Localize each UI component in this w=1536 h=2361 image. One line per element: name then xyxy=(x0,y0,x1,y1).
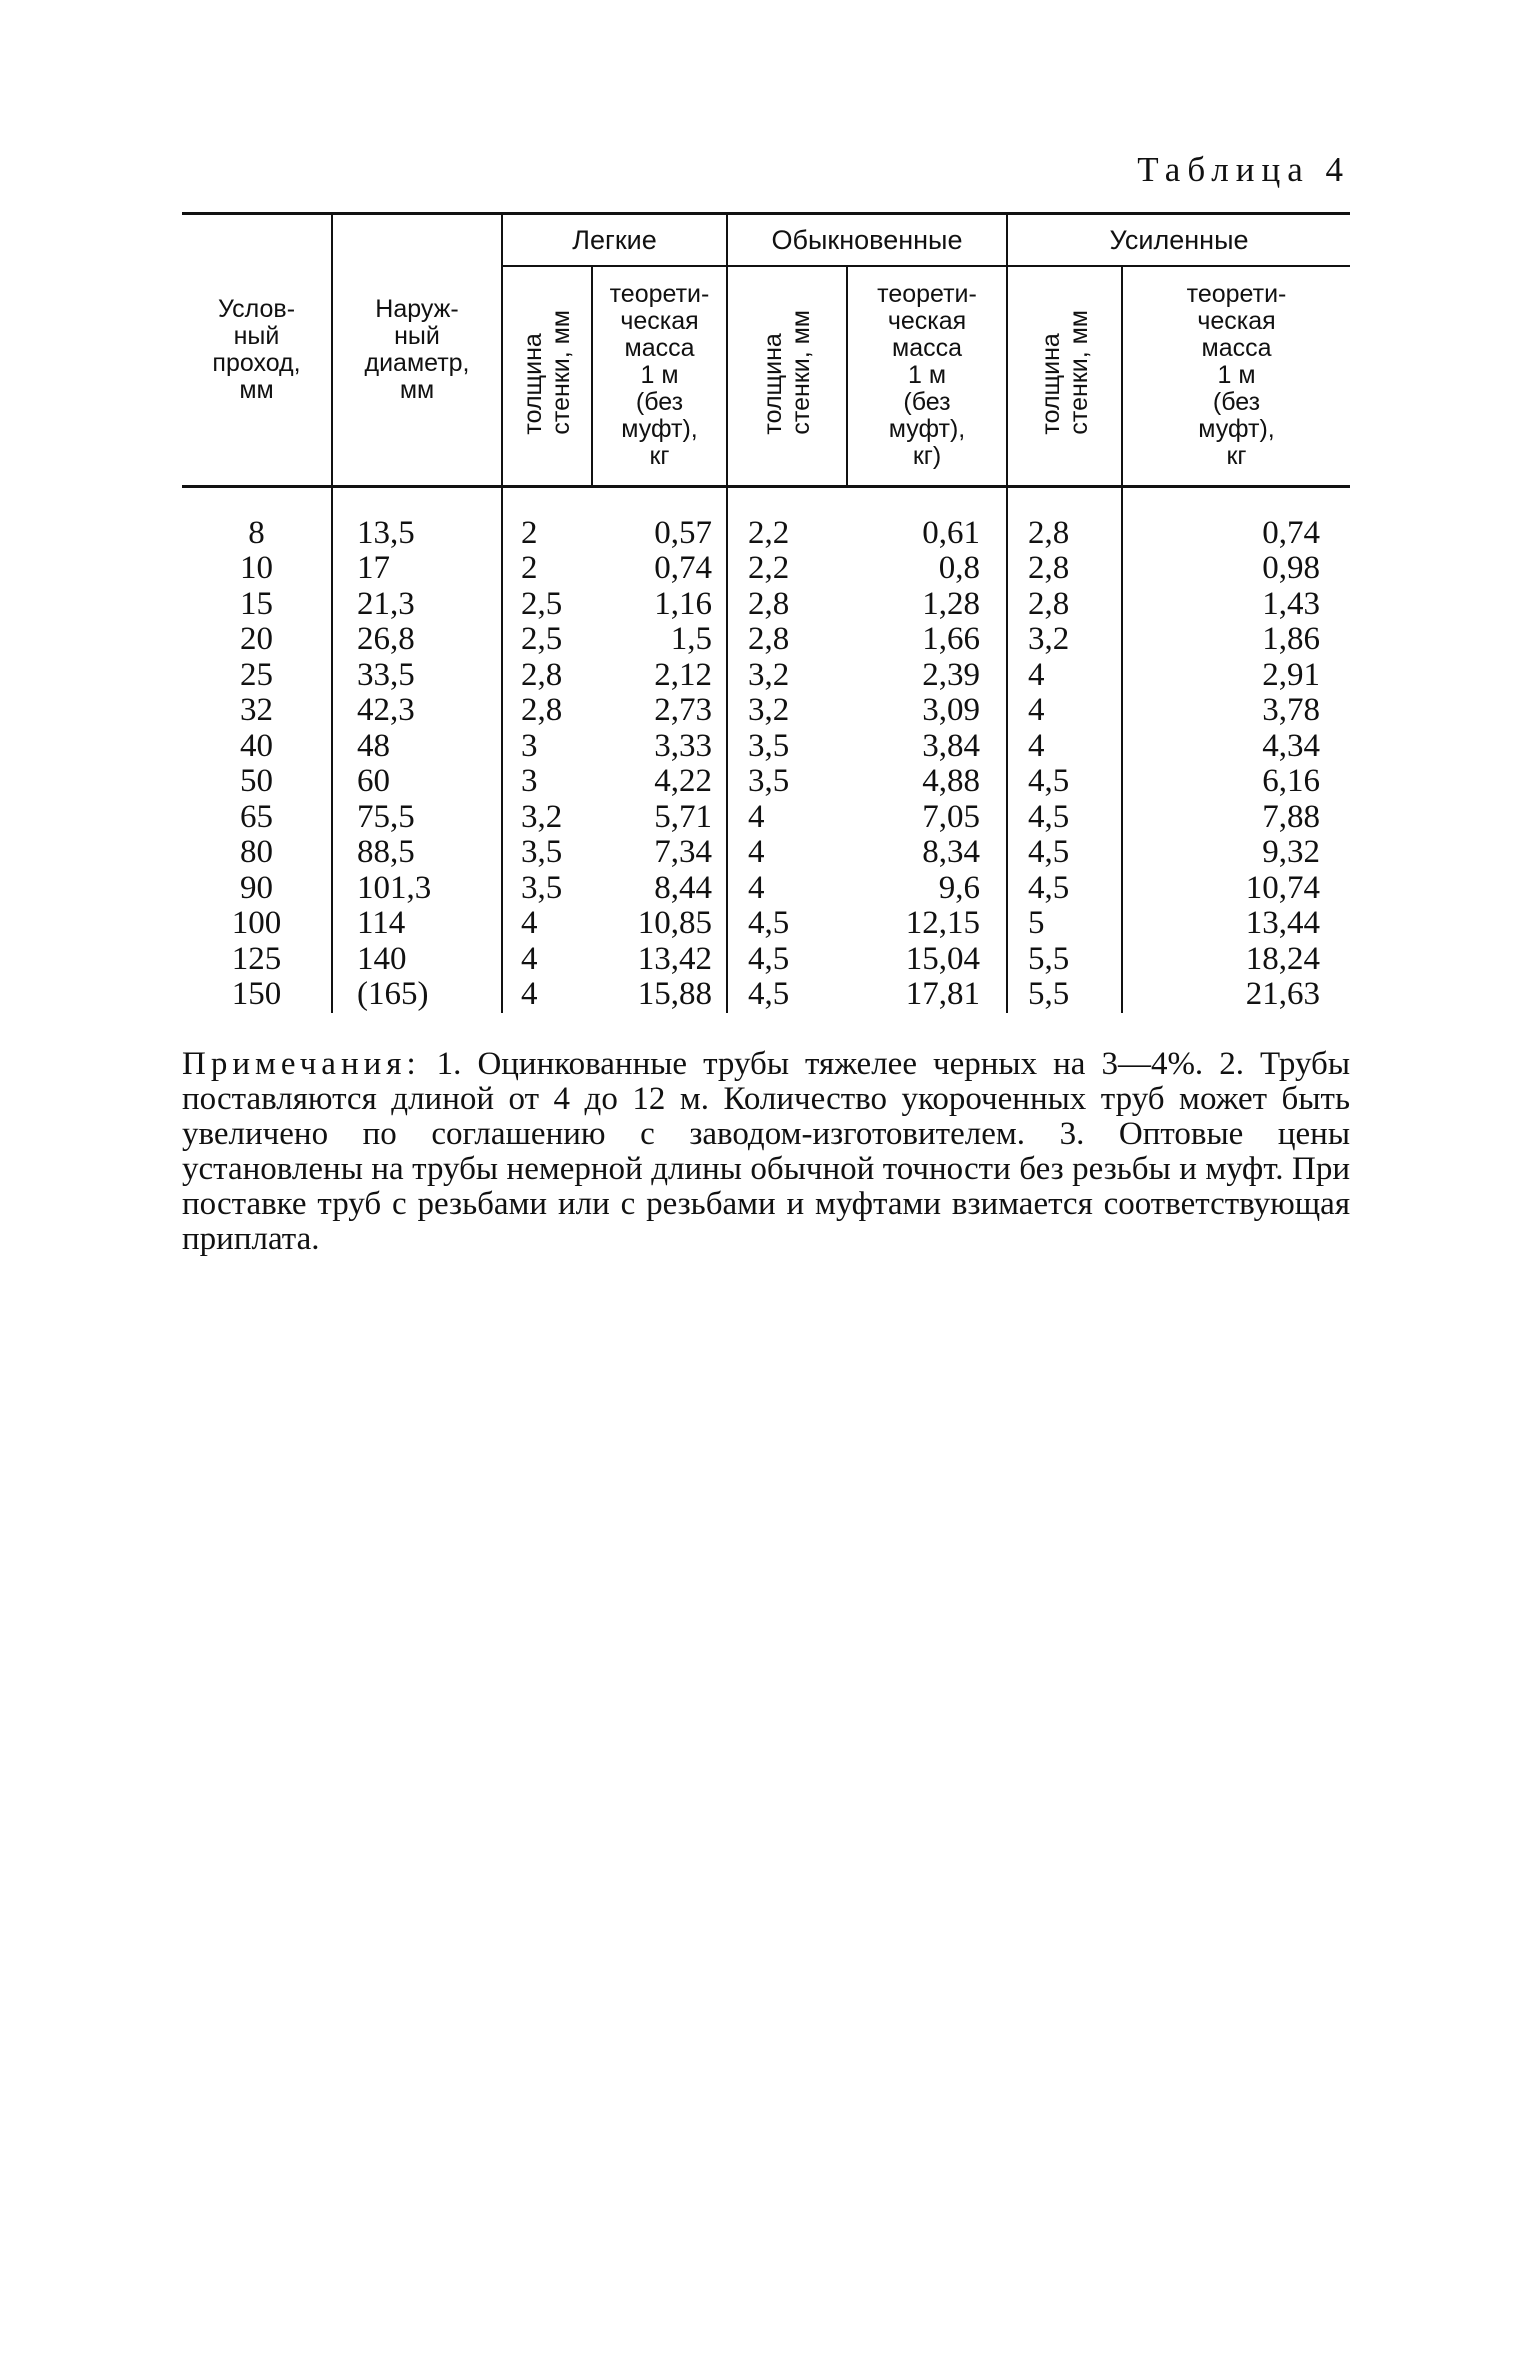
cell-reinforced-mass: 0,98 xyxy=(1262,550,1321,586)
cell-reinforced-mass: 21,63 xyxy=(1245,976,1321,1012)
column-outer-diameter xyxy=(332,516,502,1013)
cell-light-wall: 3 xyxy=(521,727,538,764)
cell-nominal-bore: 65 xyxy=(240,798,273,835)
cell-light-mass: 10,85 xyxy=(637,905,712,941)
cell-ordinary-mass: 3,84 xyxy=(922,727,981,764)
cell-light-mass: 7,34 xyxy=(654,834,712,870)
cell-light-wall: 3,2 xyxy=(521,798,563,835)
cell-ordinary-wall: 3,5 xyxy=(748,763,790,799)
cell-reinforced-wall: 2,8 xyxy=(1028,550,1070,586)
cell-reinforced-mass: 1,86 xyxy=(1262,621,1321,657)
cell-nominal-bore: 125 xyxy=(231,940,282,977)
cell-outer-diameter: 114 xyxy=(357,905,406,941)
cell-light-wall: 2,5 xyxy=(521,585,563,622)
cell-outer-diameter: 88,5 xyxy=(357,834,415,870)
cell-outer-diameter: (165) xyxy=(357,976,429,1012)
cell-ordinary-wall: 4,5 xyxy=(748,976,790,1012)
cell-light-mass: 8,44 xyxy=(654,869,712,906)
cell-ordinary-mass: 17,81 xyxy=(905,976,981,1012)
table-caption: Таблица 4 xyxy=(1137,150,1350,189)
notes-label: Примечания: xyxy=(182,1045,421,1082)
cell-reinforced-wall: 4 xyxy=(1028,692,1045,728)
cell-outer-diameter: 48 xyxy=(357,727,390,764)
cell-reinforced-mass: 9,32 xyxy=(1262,834,1321,870)
cell-outer-diameter: 21,3 xyxy=(357,585,415,622)
column-ordinary-mass xyxy=(847,516,1007,1013)
cell-ordinary-wall: 2,8 xyxy=(748,585,790,622)
cell-light-wall: 4 xyxy=(521,976,538,1012)
cell-nominal-bore: 20 xyxy=(240,621,273,657)
header-light-wall: толщина стенки, мм xyxy=(502,266,592,486)
cell-light-wall: 3,5 xyxy=(521,834,563,870)
cell-ordinary-mass: 3,09 xyxy=(922,692,981,728)
cell-outer-diameter: 33,5 xyxy=(357,656,415,693)
cell-ordinary-mass: 1,66 xyxy=(922,621,981,657)
cell-nominal-bore: 15 xyxy=(240,585,273,622)
cell-reinforced-mass: 18,24 xyxy=(1245,940,1321,977)
cell-ordinary-wall: 4 xyxy=(748,834,765,870)
cell-ordinary-mass: 8,34 xyxy=(922,834,981,870)
header-nominal-bore: Услов- ный проход, мм xyxy=(182,214,332,487)
cell-light-mass: 3,33 xyxy=(654,727,712,764)
cell-ordinary-wall: 3,5 xyxy=(748,727,790,764)
cell-reinforced-mass: 1,43 xyxy=(1262,585,1321,622)
cell-ordinary-wall: 3,2 xyxy=(748,656,790,693)
header-group-light: Легкие xyxy=(502,214,727,267)
cell-nominal-bore: 10 xyxy=(240,550,273,586)
cell-light-mass: 5,71 xyxy=(654,798,712,835)
cell-reinforced-wall: 5,5 xyxy=(1028,976,1070,1012)
header-reinforced-mass: теорети- ческая масса 1 м (без муфт), кг xyxy=(1122,266,1350,486)
cell-reinforced-wall: 4 xyxy=(1028,727,1045,764)
cell-nominal-bore: 50 xyxy=(240,763,273,799)
cell-reinforced-wall: 2,8 xyxy=(1028,585,1070,622)
column-ordinary-wall xyxy=(727,516,847,1013)
cell-light-mass: 15,88 xyxy=(637,976,712,1012)
cell-light-mass: 2,73 xyxy=(654,692,712,728)
cell-light-wall: 2 xyxy=(521,550,538,586)
cell-ordinary-mass: 0,61 xyxy=(922,514,981,551)
cell-outer-diameter: 42,3 xyxy=(357,692,415,728)
cell-reinforced-wall: 5,5 xyxy=(1028,940,1070,977)
cell-ordinary-wall: 4 xyxy=(748,869,765,906)
cell-ordinary-mass: 12,15 xyxy=(905,905,981,941)
cell-outer-diameter: 60 xyxy=(357,763,390,799)
cell-light-wall: 3,5 xyxy=(521,869,563,906)
cell-nominal-bore: 90 xyxy=(240,869,273,906)
cell-ordinary-wall: 4,5 xyxy=(748,905,790,941)
column-light-mass xyxy=(592,516,727,1013)
cell-outer-diameter: 13,5 xyxy=(357,514,415,551)
header-group-reinforced: Усиленные xyxy=(1007,214,1350,267)
cell-light-mass: 0,57 xyxy=(654,514,712,551)
cell-nominal-bore: 32 xyxy=(240,692,273,728)
cell-ordinary-mass: 9,6 xyxy=(938,869,981,906)
cell-nominal-bore: 150 xyxy=(231,976,282,1012)
column-reinforced-wall xyxy=(1007,516,1122,1013)
cell-reinforced-wall: 5 xyxy=(1028,905,1045,941)
cell-ordinary-wall: 2,2 xyxy=(748,550,790,586)
cell-outer-diameter: 26,8 xyxy=(357,621,415,657)
cell-reinforced-mass: 13,44 xyxy=(1245,905,1321,941)
column-reinforced-mass xyxy=(1122,516,1350,1013)
cell-light-mass: 2,12 xyxy=(654,656,712,693)
header-group-ordinary: Обыкновенные xyxy=(727,214,1007,267)
column-light-wall xyxy=(502,516,592,1013)
cell-light-wall: 4 xyxy=(521,905,538,941)
header-ordinary-wall: толщина стенки, мм xyxy=(727,266,847,486)
cell-nominal-bore: 8 xyxy=(248,514,265,551)
cell-outer-diameter: 75,5 xyxy=(357,798,415,835)
cell-light-mass: 1,16 xyxy=(654,585,712,622)
cell-light-wall: 2,5 xyxy=(521,621,563,657)
cell-light-wall: 3 xyxy=(521,763,538,799)
cell-light-wall: 4 xyxy=(521,940,538,977)
cell-nominal-bore: 25 xyxy=(240,656,273,693)
cell-reinforced-wall: 4,5 xyxy=(1028,763,1070,799)
cell-ordinary-wall: 3,2 xyxy=(748,692,790,728)
cell-reinforced-mass: 2,91 xyxy=(1262,656,1321,693)
cell-ordinary-wall: 4 xyxy=(748,798,765,835)
pipe-table xyxy=(182,212,1350,1013)
column-nominal-bore xyxy=(182,516,332,1013)
cell-reinforced-wall: 2,8 xyxy=(1028,514,1070,551)
cell-reinforced-wall: 4,5 xyxy=(1028,834,1070,870)
header-ordinary-mass: теорети- ческая масса 1 м (без муфт), кг) xyxy=(847,266,1007,486)
cell-reinforced-wall: 4,5 xyxy=(1028,869,1070,906)
cell-ordinary-mass: 2,39 xyxy=(922,656,981,693)
table-notes xyxy=(182,1047,1350,1257)
cell-outer-diameter: 101,3 xyxy=(357,869,432,906)
cell-reinforced-wall: 4 xyxy=(1028,656,1045,693)
cell-ordinary-mass: 7,05 xyxy=(922,798,981,835)
cell-nominal-bore: 40 xyxy=(240,727,273,764)
cell-ordinary-wall: 2,8 xyxy=(748,621,790,657)
cell-reinforced-wall: 3,2 xyxy=(1028,621,1070,657)
cell-light-mass: 0,74 xyxy=(654,550,712,586)
cell-light-mass: 13,42 xyxy=(637,940,712,977)
cell-reinforced-mass: 4,34 xyxy=(1262,727,1321,764)
cell-reinforced-mass: 0,74 xyxy=(1262,514,1321,551)
notes-text: 1. Оцинкованные трубы тяжелее черных на 3—4%. 2. Трубы поставляются длиной от 4 до 12 м. Количество укороченных труб может быть увеличено по соглашению с заводом-изготовителем. 3. Оптовые цены установлены на трубы немерной длины обычной точности без резьбы и муфт. При поставке труб с резьбами или с резьбами и муфтами взимается соответствующая приплата. xyxy=(182,1045,1350,1257)
cell-reinforced-mass: 7,88 xyxy=(1262,798,1321,835)
cell-light-mass: 4,22 xyxy=(654,763,712,799)
cell-outer-diameter: 17 xyxy=(357,550,390,586)
cell-ordinary-mass: 0,8 xyxy=(938,550,981,586)
cell-ordinary-wall: 4,5 xyxy=(748,940,790,977)
cell-ordinary-mass: 4,88 xyxy=(922,763,981,799)
cell-reinforced-mass: 10,74 xyxy=(1245,869,1321,906)
document-page xyxy=(182,150,1350,1257)
cell-light-mass: 1,5 xyxy=(670,621,712,657)
cell-ordinary-mass: 1,28 xyxy=(922,585,981,622)
cell-reinforced-mass: 6,16 xyxy=(1262,763,1321,799)
cell-reinforced-mass: 3,78 xyxy=(1262,692,1321,728)
header-light-mass: теорети- ческая масса 1 м (без муфт), кг xyxy=(592,266,727,486)
header-reinforced-wall: толщина стенки, мм xyxy=(1007,266,1122,486)
header-outer-diameter: Наруж- ный диаметр, мм xyxy=(332,214,502,487)
cell-reinforced-wall: 4,5 xyxy=(1028,798,1070,835)
cell-nominal-bore: 80 xyxy=(240,834,273,870)
cell-nominal-bore: 100 xyxy=(231,905,282,941)
cell-light-wall: 2 xyxy=(521,514,538,551)
cell-light-wall: 2,8 xyxy=(521,656,563,693)
cell-ordinary-wall: 2,2 xyxy=(748,514,790,551)
cell-ordinary-mass: 15,04 xyxy=(905,940,981,977)
cell-light-wall: 2,8 xyxy=(521,692,563,728)
cell-outer-diameter: 140 xyxy=(357,940,407,977)
